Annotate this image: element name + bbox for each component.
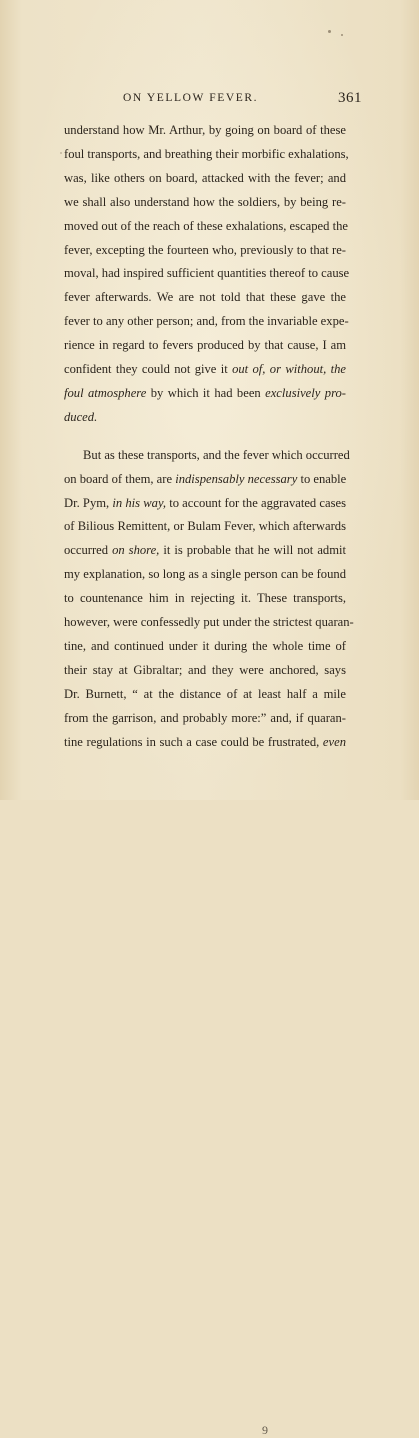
text-span: moved out of the reach of these exhalations, escaped the — [64, 218, 348, 233]
text-span: was, like others on board, attacked with the fever; and — [64, 170, 346, 185]
text-span: to account for the aggravated cases — [166, 495, 346, 510]
text-span: it is probable that he will not admit — [159, 543, 346, 558]
ink-speck — [341, 34, 343, 36]
text-line — [64, 682, 346, 706]
text-line — [64, 142, 349, 166]
text-line — [64, 610, 354, 634]
text-span: moval, had inspired sufficient quantities thereof to cause — [64, 266, 350, 281]
italic-text: foul atmosphere — [64, 385, 147, 400]
text-line — [64, 166, 346, 190]
text-span: their stay at Gibraltar; and they were anchored, says — [64, 662, 346, 677]
text-line — [64, 586, 346, 610]
text-span: rience in regard to fevers produced by that cause, I am — [64, 338, 346, 353]
text-line — [64, 491, 346, 515]
text-span: fever to any other person; and, from the invariable expe- — [64, 314, 349, 329]
text-line — [64, 238, 346, 262]
text-line — [83, 443, 350, 467]
text-span: Dr. Pym, — [64, 495, 113, 510]
running-head-title: ON YELLOW FEVER. — [123, 92, 259, 104]
text-span: to countenance him in rejecting it. These transports, — [64, 591, 346, 606]
italic-text: in his way, — [112, 495, 166, 510]
text-line — [64, 562, 346, 586]
text-line — [64, 190, 346, 214]
text-span: on board of them, are — [64, 471, 176, 486]
text-span: by which it had been — [146, 385, 266, 400]
italic-text: duced. — [64, 409, 98, 424]
text-span: fever afterwards. We are not told that these gave the — [64, 290, 346, 305]
text-line — [64, 357, 346, 381]
text-span: But as these transports, and the fever which occurred — [83, 447, 350, 462]
text-span: of Bilious Remittent, or Bulam Fever, which afterwards — [64, 519, 346, 534]
text-line — [64, 538, 346, 562]
text-span: from the garrison, and probably more:” and, if quaran- — [64, 710, 346, 725]
italic-text: even — [322, 734, 346, 749]
ink-speck — [328, 30, 331, 33]
running-head — [0, 90, 419, 110]
text-span: tine, and continued under it during the whole time of — [64, 638, 346, 653]
text-line — [64, 261, 350, 285]
text-span: however, were confessedly put under the strictest quaran- — [64, 615, 354, 629]
text-line — [64, 333, 346, 357]
italic-text: on shore, — [112, 543, 160, 558]
text-line — [64, 658, 346, 682]
text-span: foul transports, and breathing their morbific exhalations, — [64, 146, 349, 161]
text-line — [64, 634, 346, 658]
page-number: 361 — [338, 90, 362, 106]
signature-mark: 9 — [262, 1423, 268, 1437]
text-line — [64, 467, 346, 491]
italic-text: out of, or without, the — [232, 362, 346, 376]
text-line — [64, 214, 346, 238]
text-span: tine regulations in such a case could be frustrated, — [64, 734, 323, 749]
text-span: occurred — [64, 543, 113, 558]
text-span: we shall also understand how the soldiers, by being re- — [64, 194, 346, 209]
text-line — [64, 514, 346, 538]
text-line — [64, 381, 346, 405]
ink-speck — [60, 152, 62, 154]
italic-text: indispensably necessary — [175, 471, 298, 486]
text-line — [64, 405, 346, 429]
text-span: my explanation, so long as a single person can be found — [64, 567, 346, 582]
text-line — [64, 309, 349, 333]
text-line — [64, 285, 346, 309]
italic-text: exclusively pro- — [265, 385, 346, 400]
text-span: confident they could not give it — [64, 362, 233, 376]
text-line — [64, 118, 346, 142]
text-span: fever, excepting the fourteen who, previously to that re- — [64, 242, 346, 257]
text-span: to enable — [297, 471, 347, 486]
text-span: understand how Mr. Arthur, by going on board of these — [64, 123, 346, 137]
text-line — [64, 730, 346, 754]
text-span: Dr. Burnett, “ at the distance of at least half a mile — [64, 686, 346, 701]
